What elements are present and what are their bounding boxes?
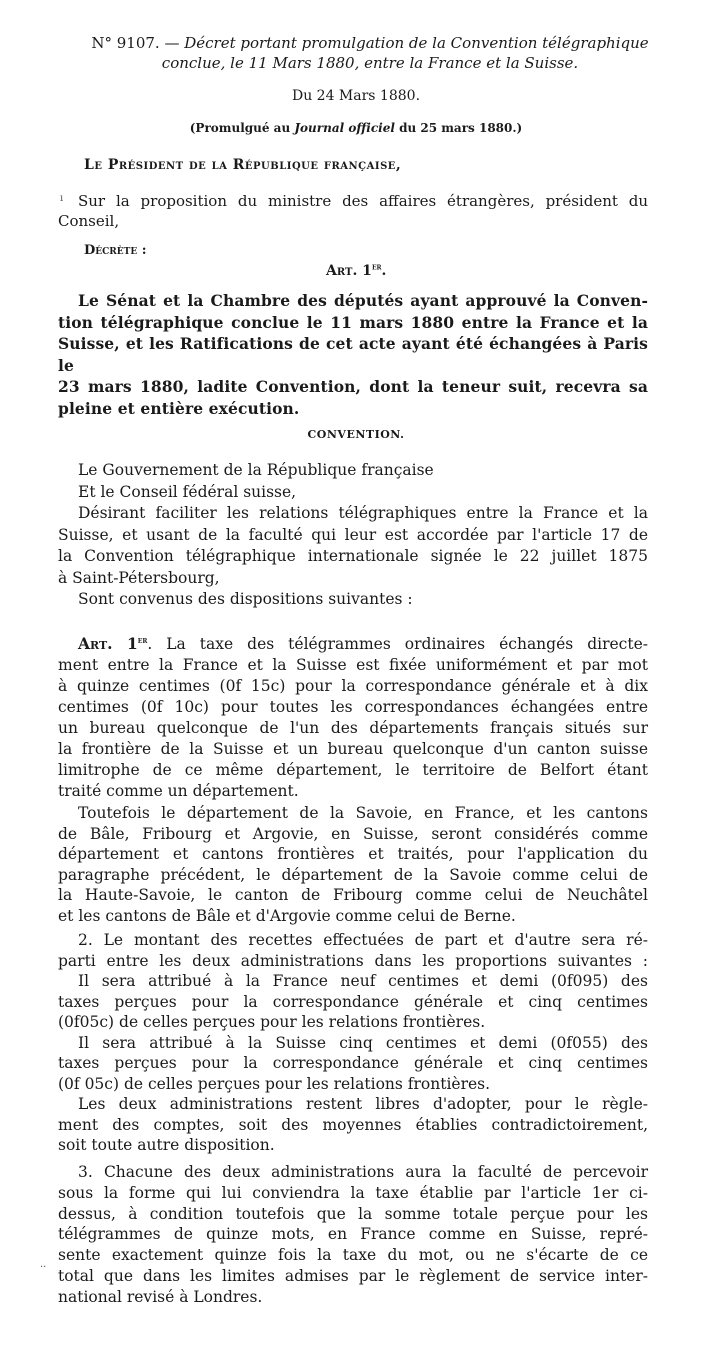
promulgation-note <box>0 121 712 135</box>
decree-article-1-text <box>58 290 648 419</box>
toutefois-line-3: département et cantons frontières et traités, pour l'application du <box>58 845 648 864</box>
article-1-heading: Art. 1er. <box>326 262 387 279</box>
article-1-sup: er <box>371 262 382 273</box>
title-line-1 <box>60 33 680 53</box>
toutefois-line-4: paragraphe précédent, le département de la Savoie comme celui de <box>58 865 648 884</box>
art3-line-2: sous la forme qui lui conviendra la taxe établie par l'article 1er ci- <box>58 1183 648 1202</box>
art1-line-1 <box>58 633 648 655</box>
art1-line-6: la frontière de la Suisse et un bureau quelconque d'un canton suisse <box>58 740 648 758</box>
toutefois-line-2: de Bâle, Fribourg et Argovie, en Suisse, seront considérés comme <box>58 824 648 843</box>
decree-number: N° 9107. <box>91 34 160 52</box>
art2-line-4: taxes perçues pour la correspondance générale et cinq centimes <box>58 992 648 1011</box>
decree-line-5: pleine et entière exécution. <box>58 398 300 418</box>
conv-line-4: Suisse, et usant de la faculté qui leur est accordée par l'article 17 de <box>58 525 648 544</box>
scan-speck: ·· <box>40 1262 47 1273</box>
decree-title <box>60 33 680 73</box>
convention-heading: CONVENTION. <box>307 428 405 441</box>
art3-line-4: télégrammes de quinze mots, en France comme en Suisse, repré- <box>58 1225 648 1244</box>
toutefois-line-6: et les cantons de Bâle et d'Argovie comme celui de Berne. <box>58 906 516 925</box>
decrete-heading: Décrète : <box>84 243 147 258</box>
convention-toutefois <box>58 803 648 927</box>
toutefois-line-5: la Haute-Savoie, le canton de Fribourg comme celui de Neuchâtel <box>58 886 648 905</box>
art2-line-5: (0f05c) de celles perçues pour les relations frontières. <box>58 1013 486 1031</box>
conv-line-7: Sont convenus des dispositions suivantes : <box>78 590 413 608</box>
decree-date: Du 24 Mars 1880. <box>291 88 421 104</box>
art2-line-10: ment des comptes, soit des moyennes établies contradictoirement, <box>58 1115 648 1134</box>
proposition-line-1: Sur la proposition du ministre des affaires étrangères, président du <box>78 192 648 210</box>
decree-line-4: 23 mars 1880, ladite Convention, dont la teneur suit, recevra sa <box>58 377 648 396</box>
scan-speck: ı <box>60 193 64 204</box>
art1-line-1-text: . La taxe des télégrammes ordinaires échangés directe- <box>147 635 648 653</box>
art1-line-4: centimes (0f 10c) pour toutes les correspondances échangées entre <box>58 698 648 716</box>
conv-line-6: à Saint-Pétersbourg, <box>58 568 220 587</box>
conv-line-1: Le Gouvernement de la République française <box>78 461 434 479</box>
decree-line-3: Suisse, et les Ratifications de cet acte ayant été échangées à Paris le <box>58 334 648 375</box>
art2-line-1: 2. Le montant des recettes effectuées de part et d'autre sera ré- <box>78 931 648 949</box>
art1-line-7: limitrophe de ce même département, le territoire de Belfort étant <box>58 761 648 779</box>
decree-line-1: Le Sénat et la Chambre des députés ayant approuvé la Conven- <box>78 291 648 310</box>
president-heading: Le Président de la République française, <box>84 157 402 173</box>
title-text-1: — Décret portant promulgation de la Convention télégraphique <box>164 34 649 52</box>
conv-line-5: la Convention télégraphique internationale signée le 22 juillet 1875 <box>58 547 648 565</box>
title-line-2: conclue, le 11 Mars 1880, entre la France et la Suisse. <box>161 54 579 72</box>
art1-line-8: traité comme un département. <box>58 782 299 800</box>
art1-line-2: ment entre la France et la Suisse est fixée uniformément et par mot <box>58 656 648 674</box>
art1-line-3: à quinze centimes (0f 15c) pour la correspondance générale et à dix <box>58 677 648 695</box>
conv-line-2: Et le Conseil fédéral suisse, <box>78 482 297 501</box>
toutefois-line-1: Toutefois le département de la Savoie, en France, et les cantons <box>78 804 648 822</box>
journal-name: Journal officiel <box>294 121 395 135</box>
art3-line-5: sente exactement quinze fois la taxe du mot, ou ne s'écarte de ce <box>58 1246 648 1265</box>
convention-article-1 <box>58 633 648 802</box>
conv-line-3: Désirant faciliter les relations télégraphiques entre la France et la <box>78 504 648 522</box>
art2-line-9: Les deux administrations restent libres d'adopter, pour le règle- <box>78 1095 648 1113</box>
convention-article-2 <box>58 930 648 1156</box>
art3-line-7: national revisé à Londres. <box>58 1287 263 1306</box>
art1-line-5: un bureau quelconque de l'un des départements français situés sur <box>58 719 648 737</box>
decree-line-2: tion télégraphique conclue le 11 mars 1880 entre la France et la <box>58 312 648 332</box>
convention-article-3 <box>58 1162 648 1308</box>
art3-line-1: 3. Chacune des deux administrations aura la faculté de percevoir <box>78 1163 648 1181</box>
art2-line-11: soit toute autre disposition. <box>58 1136 275 1154</box>
art2-line-8: (0f 05c) de celles perçues pour les relations frontières. <box>58 1074 491 1093</box>
art2-line-3: Il sera attribué à la France neuf centimes et demi (0f095) des <box>78 972 648 990</box>
promulgation-prefix: (Promulgué au <box>189 121 295 135</box>
promulgation-suffix: du 25 mars 1880.) <box>394 121 523 135</box>
proposition-paragraph <box>58 191 648 231</box>
art2-line-7: taxes perçues pour la correspondance générale et cinq centimes <box>58 1054 648 1072</box>
proposition-line-2: Conseil, <box>58 212 120 230</box>
article-1-label: Art. 1 <box>326 263 372 279</box>
art2-line-2: parti entre les deux administrations dans les proportions suivantes : <box>58 951 648 970</box>
convention-preamble <box>58 460 648 611</box>
art1-label: Art. 1 <box>78 634 138 653</box>
art3-line-6: total que dans les limites admises par le règlement de service inter- <box>58 1266 648 1285</box>
art2-line-6: Il sera attribué à la Suisse cinq centimes et demi (0f055) des <box>78 1033 648 1052</box>
art3-line-3: dessus, à condition toutefois que la somme totale perçue pour les <box>58 1204 648 1223</box>
art1-sup: er <box>137 635 148 646</box>
